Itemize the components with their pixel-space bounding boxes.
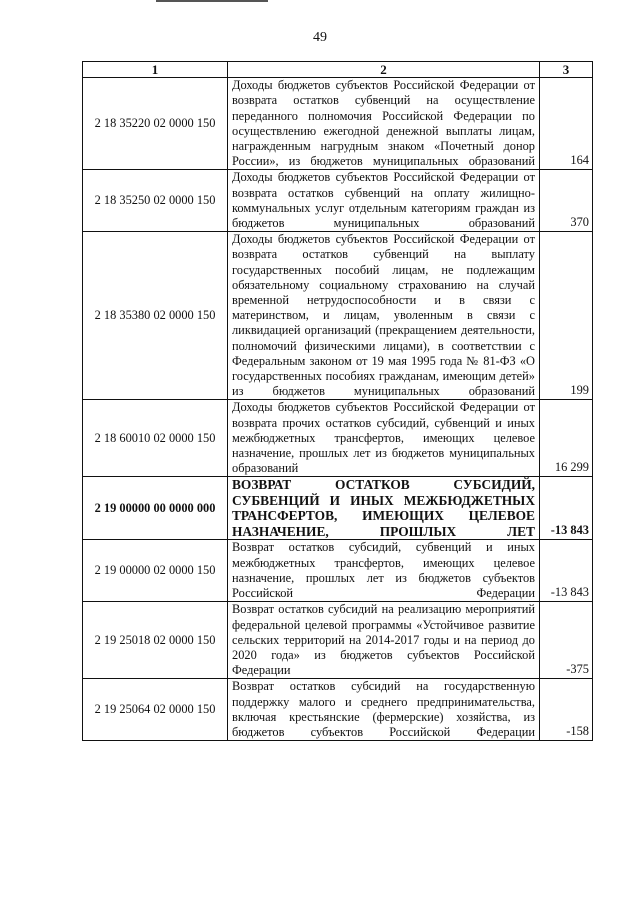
table-row xyxy=(83,400,593,477)
top-rule xyxy=(156,0,268,2)
row-code: 2 18 60010 02 0000 150 xyxy=(83,400,228,477)
row-amount: -158 xyxy=(540,679,593,741)
row-amount: 199 xyxy=(540,232,593,400)
row-amount: -375 xyxy=(540,602,593,679)
row-name: Доходы бюджетов субъектов Российской Федерации от возврата остатков субвенций на оплату жилищно-коммунальных услуг отдельным категориям граждан из бюджетов муниципальных образований xyxy=(228,170,540,232)
row-code: 2 19 25018 02 0000 150 xyxy=(83,602,228,679)
row-amount: 370 xyxy=(540,170,593,232)
row-amount: 16 299 xyxy=(540,400,593,477)
table-row xyxy=(83,78,593,170)
row-name: ВОЗВРАТ ОСТАТКОВ СУБСИДИЙ, СУБВЕНЦИЙ И ИНЫХ МЕЖБЮДЖЕТНЫХ ТРАНСФЕРТОВ, ИМЕЮЩИХ ЦЕЛЕВОЕ НАЗНАЧЕНИЕ, ПРОШЛЫХ ЛЕТ xyxy=(228,477,540,540)
row-code: 2 18 35380 02 0000 150 xyxy=(83,232,228,400)
table-row xyxy=(83,170,593,232)
row-name: Доходы бюджетов субъектов Российской Федерации от возврата остатков субвенций на выплату государственных пособий лицам, не подлежащим обязательному социальному страхованию на случай временной нетрудоспособности и в связи с материнством, и лицам, уволенным в связи с ликвидацией организаций (прекращением деятельности, полномочий физическими лицами), в соответствии с Федеральным законом от 19 мая 1995 года № 81-ФЗ «О государственных пособиях гражданам, имеющим детей» из бюджетов муниципальных образований xyxy=(228,232,540,400)
row-amount: -13 843 xyxy=(540,540,593,602)
row-code: 2 18 35220 02 0000 150 xyxy=(83,78,228,170)
table-row xyxy=(83,232,593,400)
row-name: Возврат остатков субсидий на реализацию мероприятий федеральной целевой программы «Устойчивое развитие сельских территорий на 2014-2017 годы и на период до 2020 года» из бюджетов субъектов Российской Федерации xyxy=(228,602,540,679)
table-row-section-total xyxy=(83,477,593,540)
row-code: 2 19 25064 02 0000 150 xyxy=(83,679,228,741)
column-header-code: 1 xyxy=(83,62,228,78)
column-header-name: 2 xyxy=(228,62,540,78)
row-name: Доходы бюджетов субъектов Российской Федерации от возврата остатков субвенций на осуществление переданного полномочия Российской Федерации по осуществлению ежегодной денежной выплаты лицам, награжденным нагрудным знаком «Почетный донор России», из бюджетов муниципальных образований xyxy=(228,78,540,170)
table-row xyxy=(83,679,593,741)
column-header-amount: 3 xyxy=(540,62,593,78)
table-row xyxy=(83,602,593,679)
row-code: 2 19 00000 00 0000 000 xyxy=(83,477,228,540)
row-amount: 164 xyxy=(540,78,593,170)
row-amount: -13 843 xyxy=(540,477,593,540)
row-name: Возврат остатков субсидий на государственную поддержку малого и среднего предпринимательства, включая крестьянские (фермерские) хозяйства, из бюджетов субъектов Российской Федерации xyxy=(228,679,540,741)
header-row xyxy=(83,62,593,78)
row-name: Возврат остатков субсидий, субвенций и иных межбюджетных трансфертов, имеющих целевое назначение, прошлых лет из бюджетов субъектов Российской Федерации xyxy=(228,540,540,602)
budget-table xyxy=(82,61,593,741)
row-code: 2 18 35250 02 0000 150 xyxy=(83,170,228,232)
row-code: 2 19 00000 02 0000 150 xyxy=(83,540,228,602)
table-row xyxy=(83,540,593,602)
page-number: 49 xyxy=(313,30,327,45)
row-name: Доходы бюджетов субъектов Российской Федерации от возврата прочих остатков субсидий, субвенций и иных межбюджетных трансфертов, имеющих целевое назначение, прошлых лет из бюджетов муниципальных образований xyxy=(228,400,540,477)
